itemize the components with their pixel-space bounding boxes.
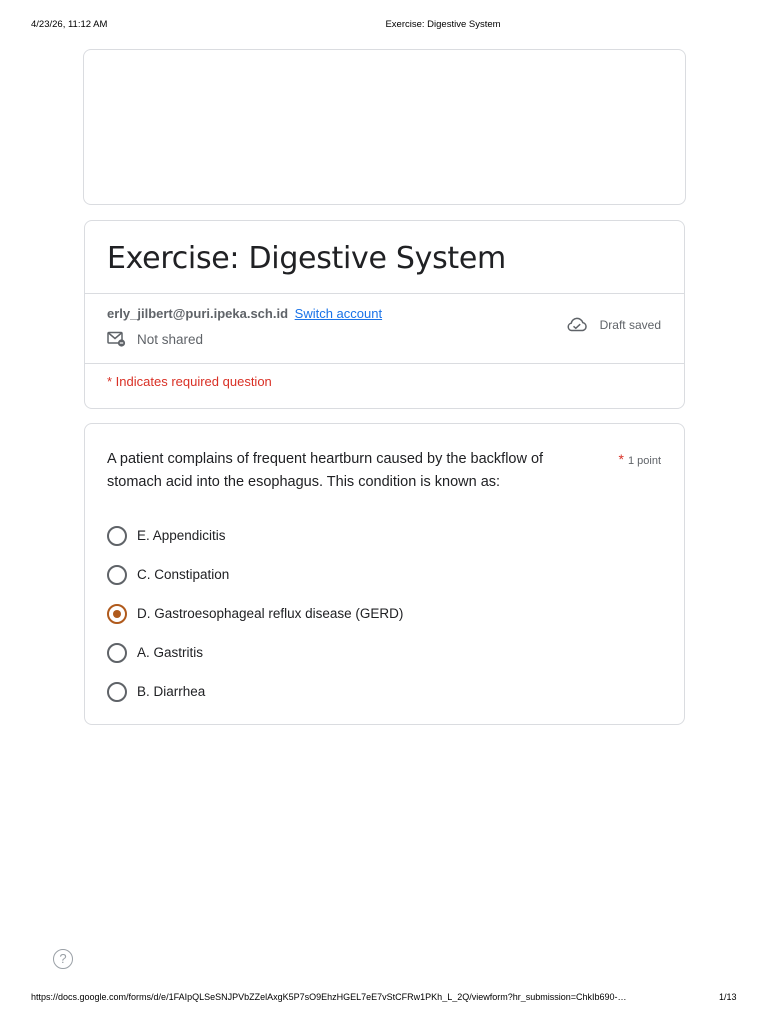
account-row: [107, 306, 382, 321]
option-label: A. Gastritis: [137, 645, 204, 660]
question-points: [619, 451, 661, 467]
not-shared-icon: [107, 331, 126, 347]
radio-button-selected[interactable]: [107, 604, 127, 624]
option-constipation[interactable]: [107, 555, 403, 594]
not-shared-label: Not shared: [137, 331, 204, 347]
divider: [85, 363, 684, 364]
print-date: 4/23/26, 11:12 AM: [31, 19, 108, 30]
points-label: 1 point: [627, 455, 661, 467]
option-label: B. Diarrhea: [137, 684, 206, 699]
radio-button[interactable]: [107, 526, 127, 546]
required-note: * Indicates required question: [107, 374, 272, 389]
cloud-check-icon: [566, 317, 588, 332]
option-label: D. Gastroesophageal reflux disease (GERD): [137, 606, 404, 621]
divider: [85, 293, 684, 294]
help-icon[interactable]: ?: [53, 949, 73, 969]
switch-account-link[interactable]: Switch account: [294, 306, 383, 321]
option-gerd[interactable]: [107, 594, 403, 633]
question-card: [84, 423, 685, 725]
print-footer: [0, 992, 768, 1006]
option-gastritis[interactable]: [107, 633, 403, 672]
answer-options: [107, 516, 403, 711]
account-email: erly_jilbert@puri.ipeka.sch.id: [107, 306, 289, 321]
header-banner: [83, 49, 686, 205]
radio-button[interactable]: [107, 643, 127, 663]
print-title: Exercise: Digestive System: [385, 19, 501, 30]
print-url: https://docs.google.com/forms/d/e/1FAIpQLSeSNJPVbZZelAxgK5P7sO9EhzHGEL7eE7vStCFRw1PKh_L_2Q/viewform?hr_submission=ChkIb690-…: [31, 992, 627, 1002]
question-text: A patient complains of frequent heartburn caused by the backflow of stomach acid into the esophagus. This condition is known as:: [107, 451, 544, 490]
option-diarrhea[interactable]: [107, 672, 403, 711]
form-title-card: [84, 220, 685, 409]
draft-saved-label: Draft saved: [599, 317, 661, 332]
required-star: *: [618, 451, 624, 467]
print-header: [0, 19, 768, 33]
sharing-status: [107, 331, 203, 347]
option-label: E. Appendicitis: [137, 528, 226, 543]
option-label: C. Constipation: [137, 567, 230, 582]
radio-button[interactable]: [107, 565, 127, 585]
option-appendicitis[interactable]: [107, 516, 403, 555]
radio-button[interactable]: [107, 682, 127, 702]
page-number: 1/13: [719, 992, 737, 1002]
form-title: Exercise: Digestive System: [107, 241, 506, 276]
draft-status: [566, 317, 661, 332]
